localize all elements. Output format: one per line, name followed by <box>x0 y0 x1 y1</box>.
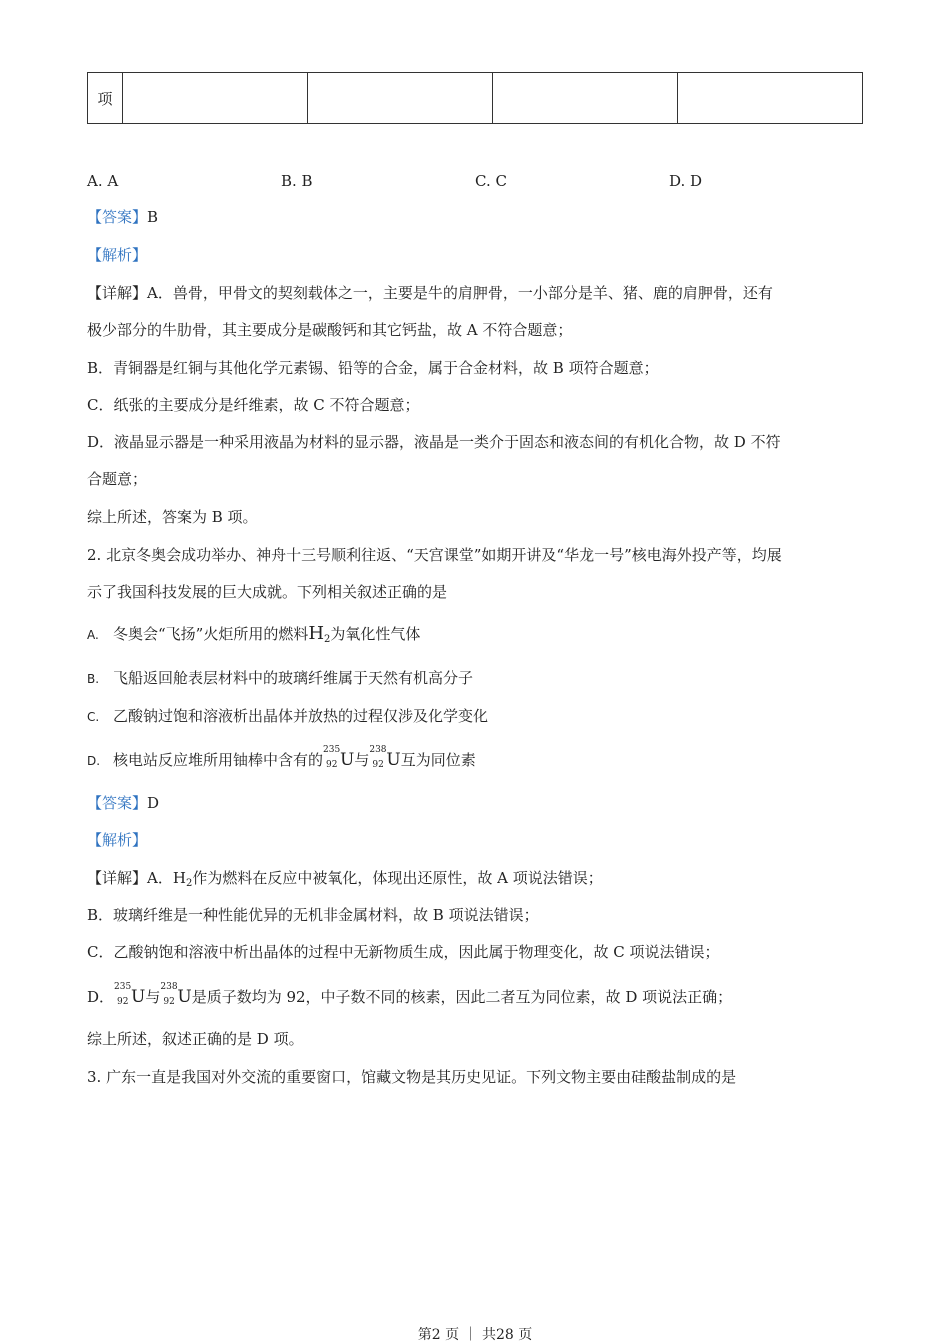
isotope-notation: 238 92 <box>369 745 387 770</box>
q2-option-b: B. 飞船返回舱表层材料中的玻璃纤维属于天然有机高分子 <box>87 669 474 687</box>
isotope-notation: 235 92 <box>114 982 132 1007</box>
q1-summary: 综上所述，答案为 B 项。 <box>87 508 258 526</box>
q2-analysis-heading <box>87 830 147 850</box>
choice-d: D. D <box>669 172 703 190</box>
detail-text: A．兽骨，甲骨文的契刻载体之一，主要是牛的肩胛骨，一小部分是羊、猪、鹿的肩胛骨，还有 <box>147 284 773 302</box>
choice-b: B. B <box>281 172 313 190</box>
q3-stem: 3. 广东一直是我国对外交流的重要窗口，馆藏文物是其历史见证。下列文物主要由硅酸盐制成的是 <box>87 1068 737 1086</box>
choice-a: A. A <box>87 172 119 190</box>
q1-detail-line <box>87 283 773 303</box>
analysis-tag: 【解析】 <box>87 831 148 849</box>
detail-tag: 【详解】 <box>87 869 148 887</box>
table-cell <box>678 73 863 124</box>
q1-detail-line: D．液晶显示器是一种采用液晶为材料的显示器，液晶是一类介于固态和液态间的有机化合物，故 D 不符 <box>87 433 781 451</box>
option-letter: B. <box>87 672 100 686</box>
table-cell <box>123 73 308 124</box>
q1-choices <box>87 171 863 191</box>
q1-detail-line: 极少部分的牛肋骨，其主要成分是碳酸钙和其它钙盐，故 A 不符合题意； <box>87 321 573 339</box>
q1-analysis-heading <box>87 245 147 265</box>
q2-detail-a: 【详解】A．$H_2$作为燃料在反应中被氧化，体现出还原性，故 A 项说法错误； <box>87 869 603 889</box>
q2-answer <box>87 793 159 813</box>
q1-detail-line: B．青铜器是红铜与其他化学元素锡、铅等的合金，属于合金材料，故 B 项符合题意； <box>87 359 659 377</box>
q2-option-d: D. 核电站反应堆所用铀棒中含有的 235 92 U与 238 92 U互为同位素 <box>87 745 476 770</box>
q2-option-a: A. 冬奥会“飞扬”火炬所用的燃料$H_2$为氧化性气体 <box>87 623 421 645</box>
answer-tag: 【答案】 <box>87 208 148 226</box>
table-cell <box>493 73 678 124</box>
analysis-tag: 【解析】 <box>87 246 148 264</box>
table-row <box>88 73 863 124</box>
option-letter: C. <box>87 710 100 724</box>
q2-summary: 综上所述，叙述正确的是 D 项。 <box>87 1030 304 1048</box>
isotope-notation: 238 92 <box>160 982 178 1007</box>
table-cell <box>308 73 493 124</box>
answer-value: D <box>147 794 160 812</box>
q1-answer <box>87 207 158 227</box>
options-table <box>87 72 863 124</box>
page-footer: 第2 页 ｜ 共28 页 <box>417 1327 533 1343</box>
choice-c: C. C <box>475 172 507 190</box>
detail-tag: 【详解】 <box>87 284 148 302</box>
q2-detail-c: C．乙酸钠饱和溶液中析出晶体的过程中无新物质生成，因此属于物理变化，故 C 项说法错误； <box>87 943 720 961</box>
q2-stem-line: 2. 北京冬奥会成功举办、神舟十三号顺利往返、“天宫课堂”如期开讲及“华龙一号”核电海外投产等，均展 <box>87 546 782 564</box>
option-letter: A. <box>87 628 99 642</box>
q2-detail-b: B．玻璃纤维是一种性能优异的无机非金属材料，故 B 项说法错误； <box>87 906 539 924</box>
q2-option-c: C. 乙酸钠过饱和溶液析出晶体并放热的过程仅涉及化学变化 <box>87 707 489 725</box>
table-row-label: 项 <box>88 73 123 124</box>
answer-value: B <box>147 208 159 226</box>
answer-tag: 【答案】 <box>87 794 148 812</box>
q1-detail-line: 合题意； <box>87 470 148 488</box>
isotope-notation: 235 92 <box>323 745 341 770</box>
q1-detail-line: C．纸张的主要成分是纤维素，故 C 不符合题意； <box>87 396 420 414</box>
q2-detail-d: D． 235 92 U与 238 92 U是质子数均为 92，中子数不同的核素，因此二者互为同位素，故 D 项说法正确； <box>87 982 733 1007</box>
q2-stem-line: 示了我国科技发展的巨大成就。下列相关叙述正确的是 <box>87 583 448 601</box>
option-letter: D. <box>87 754 101 768</box>
